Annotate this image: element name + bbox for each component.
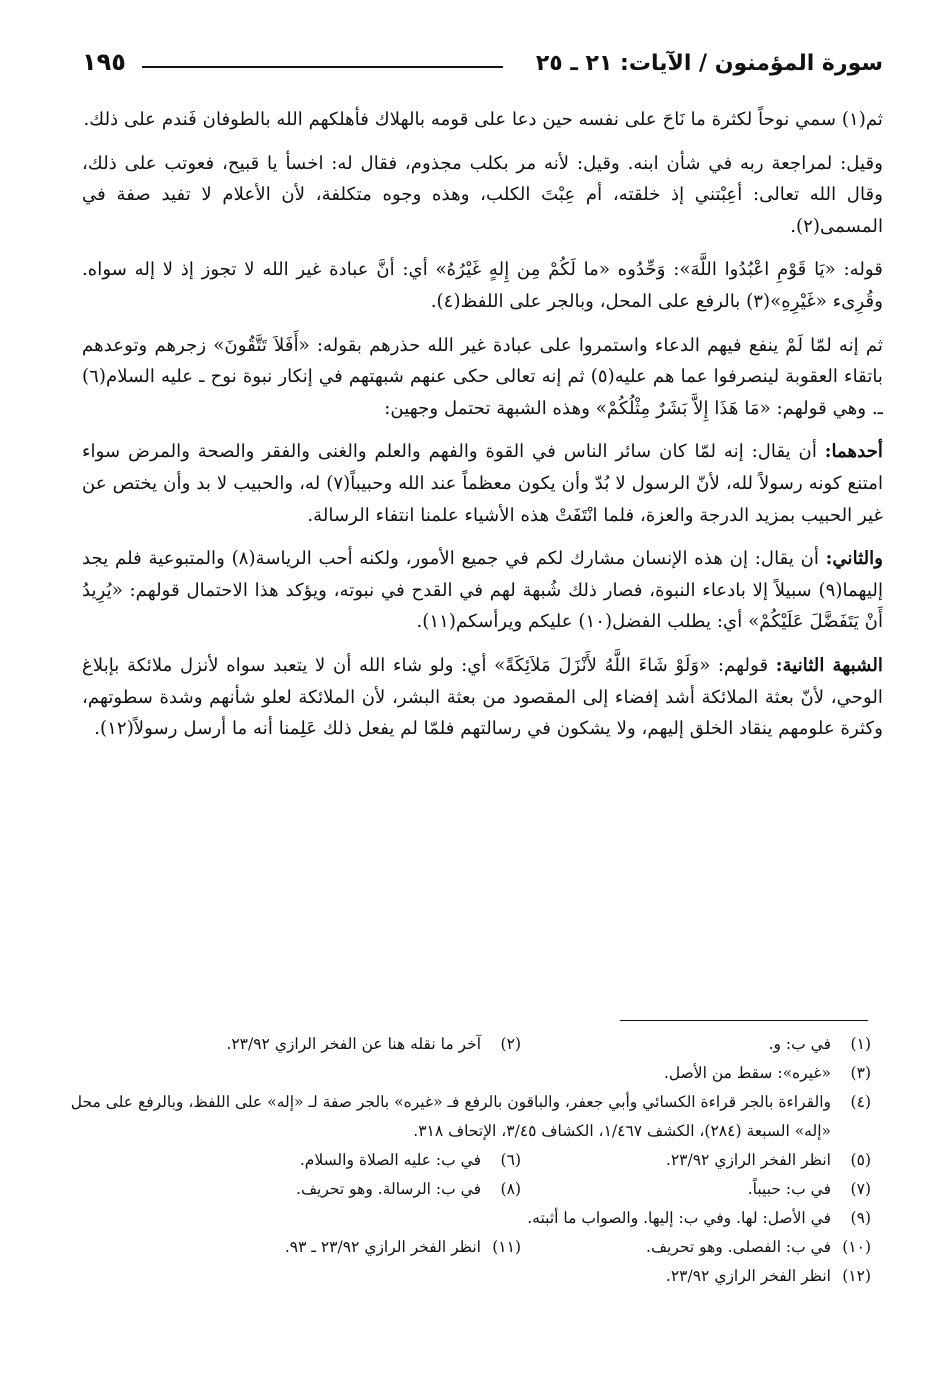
footnote-row [62,1204,871,1233]
footnote-number: (١) [850,1035,871,1053]
paragraph-text: قوله: «يَا قَوْمِ اعْبُدُوا اللَّهَ»: وَحِّدُوه «ما لَكُمْ مِن إِلهٍ غَيْرُهُ» أي: أنَّ عبادة غير الله لا تجوز إذ لا إله سواه. وقُرِىء «غَيْرِهِ»(٣) بالرفع على المحل، وبالجر على اللفظ(٤). [82,259,883,312]
paragraph [82,436,883,531]
footnote-number: (٢) [500,1035,521,1053]
footnote-text: في الأصل: لها. وفي ب: إليها. والصواب ما أثبته. [527,1209,831,1227]
footnote-text: انظر الفخر الرازي ٢٣/٩٢ ـ ٩٣. [284,1238,481,1256]
page-number: ١٩٥ [82,48,126,76]
footnote-number: (٧) [850,1180,871,1198]
footnote-text: في ب: و. [768,1035,831,1053]
paragraph-lead: والثاني: [825,548,884,570]
paragraph-text: أن يقال: إن هذه الإنسان مشارك لكم في جميع الأمور، ولكنه أحب الرياسة(٨) والمتبوعية فلم يجد إليهما(٩) سبيلاً إلا بادعاء النبوة، فصار ذلك شُبهة لهم في القدح في نبوته، ويؤكد هذا الاحتمال قولهم: «يُرِيدُ أَنْ يَتَفَضَّلَ عَلَيْكُمْ» أي: يطلب الفضل(١٠) عليكم ويرأسكم(١١). [82,548,883,633]
footnote-number: (٨) [500,1180,521,1198]
footnote-row [62,1146,871,1175]
paragraph-text: قولهم: «وَلَوْ شَاءَ اللَّهُ لأَنْزَلَ مَلاَئِكَةً» أي: ولو شاء الله أن لا يتعبد سواه لأنزل ملائكة بإبلاغ الوحي، لأنّ بعثة الملائكة أشد إفضاء إلى المقصود من بعثة البشر، لأن الملائكة لعلو شأنهم وشدة سطوتهم، وكثرة علومهم ينقاد الخلق إليهم، ولا يشكون في رسالتهم فلمّا لم يفعل ذلك عَلِمنا أنه ما أرسل رسولاً(١٢). [82,654,883,740]
paragraph-text: أن يقال: إنه لمّا كان سائر الناس في القوة والفهم والعلم والغنى والفقر والصحة والمرض سواء امتنع كونه رسولاً لله، لأنّ الرسول لا بُدّ وأن يكون معظماً عند الله وحبيباً(٧) له، والحبيب لا بد وأن يختص عن غير الحبيب بمزيد الدرجة والعزة، فلما انْتَفَتْ هذه الأشياء علمنا انتفاء الرسالة. [82,441,883,526]
footnote-number: (٩) [850,1209,871,1227]
paragraph-text: ثم(١) سمي نوحاً لكثرة ما نَاحَ على نفسه حين دعا على قومه بالهلاك فأهلكهم الله بالطوفان فَندم على ذلك. [83,109,883,130]
footnote-text: في ب: الرسالة. وهو تحريف. [296,1180,481,1198]
footnote-text: «غيره»: سقط من الأصل. [663,1064,831,1082]
main-text [82,104,883,757]
footnote-row [62,1175,871,1204]
footnote-number: (١٠) [842,1238,871,1256]
footnote-row [62,1262,871,1291]
paragraph [82,543,883,638]
paragraph-lead: أحدهما: [824,441,883,463]
footnote-separator [620,1020,868,1021]
paragraph [82,104,883,136]
footnote-number: (٦) [500,1151,521,1169]
footnote-number: (١١) [492,1238,521,1256]
footnote-number: (٣) [850,1064,871,1082]
paragraph-text: ثم إنه لمّا لَمْ ينفع فيهم الدعاء واستمروا على عبادة غير الله حذرهم بقوله: «أَفَلاَ تَتَّقُونَ» زجرهم وتوعدهم باتقاء العقوبة لينصرفوا عما هم عليه(٥) ثم إنه تعالى حكى عنهم شبهتهم في إنكار نبوة نوح ـ عليه السلام(٦) ـ. وهي قولهم: «مَا هَذَا إِلاَّ بَشَرٌ مِثْلُكُمْ» وهذه الشبهة تحتمل وجهين: [82,334,883,419]
footnotes [62,1030,871,1291]
footnote-text: في ب: الفصلى. وهو تحريف. [646,1238,831,1256]
footnote-row [62,1030,871,1059]
footnote-row [62,1088,871,1146]
footnote-number: (٤) [850,1093,871,1111]
footnote-number: (٥) [850,1151,871,1169]
footnote-row [62,1233,871,1262]
paragraph [82,254,883,317]
paragraph-lead: الشبهة الثانية: [775,654,883,676]
footnote-text: انظر الفخر الرازي ٢٣/٩٢. [665,1151,831,1169]
paragraph-text: وقيل: لمراجعة ربه في شأن ابنه. وقيل: لأنه مر بكلب مجذوم، فقال له: اخسأ يا قبيح، فعوتب على ذلك، وقال الله تعالى: أعِبْتني إذ خلقته، أم عِبْتَ الكلب، وهذه وجوه متكلفة، لأن الأعلام لا تفيد صفة في المسمى(٢). [82,152,883,237]
footnote-text: في ب: حبيباً. [747,1180,831,1198]
footnote-text: آخر ما نقله هنا عن الفخر الرازي ٢٣/٩٢. [226,1035,481,1053]
footnote-text: والقراءة بالجر قراءة الكسائي وأبي جعفر، والباقون بالرفع فـ «غيره» بالجر صفة لـ «إله» على اللفظ، وبالرفع على محل «إله» السبعة (٢٨٤)، الكشف ١/٤٦٧، الكشاف ٣/٤٥، الإتحاف ٣١٨. [70,1093,831,1140]
paragraph [82,650,883,745]
footnote-number: (١٢) [842,1267,871,1285]
header-rule [142,66,503,68]
page-header [82,28,883,76]
footnote-row [62,1059,871,1088]
paragraph [82,148,883,243]
footnote-text: في ب: عليه الصلاة والسلام. [299,1151,481,1169]
footnote-text: انظر الفخر الرازي ٢٣/٩٢. [665,1267,831,1285]
paragraph [82,330,883,425]
running-title: سورة المؤمنون / الآيات: ٢١ ـ ٢٥ [535,51,883,76]
